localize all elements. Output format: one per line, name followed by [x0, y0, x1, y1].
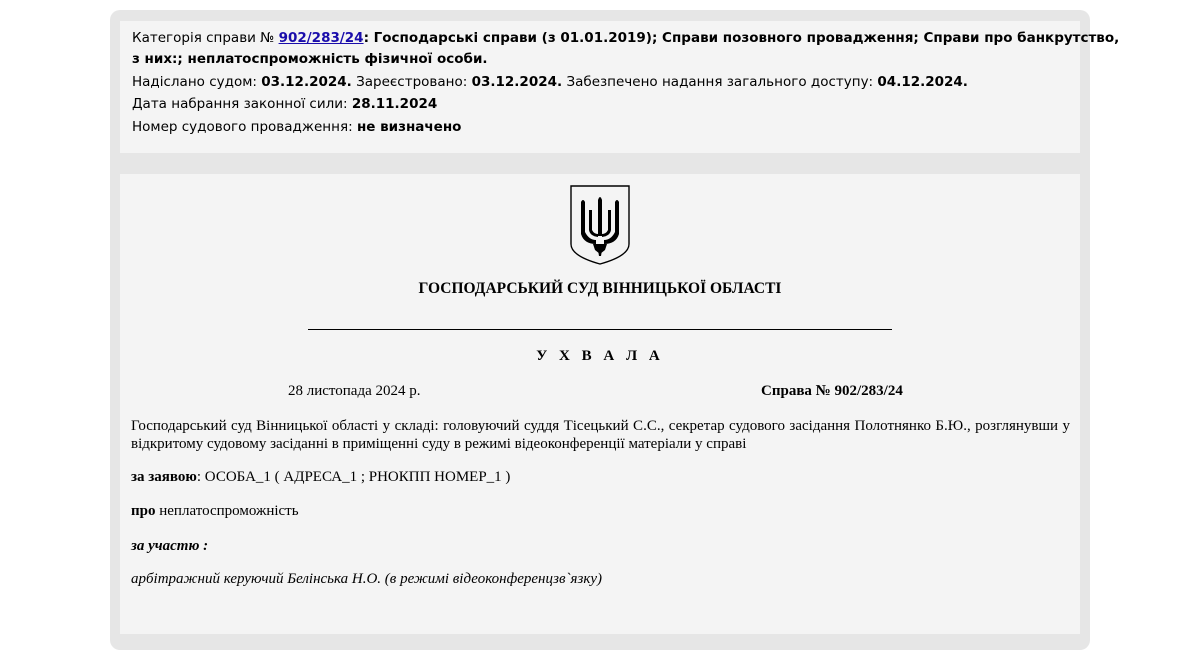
dates-line — [132, 74, 968, 90]
sent-label: Надіслано судом: — [132, 74, 257, 90]
effective-date-line — [132, 96, 437, 112]
sent-value: 03.12.2024. — [261, 74, 352, 90]
effective-label: Дата набрання законної сили: — [132, 96, 348, 112]
case-number-link[interactable]: 902/283/24 — [278, 30, 364, 46]
applicant-line — [131, 469, 510, 486]
access-label: Забезпечено надання загального доступу: — [566, 74, 874, 90]
document-body — [120, 174, 1080, 634]
category-line-2 — [132, 51, 488, 67]
applicant-value: : ОСОБА_1 ( АДРЕСА_1 ; РНОКПП НОМЕР_1 ) — [196, 469, 511, 485]
subject-label: про — [131, 503, 156, 519]
ukraine-coat-of-arms-icon — [569, 184, 631, 266]
category-label: Категорія справи № — [132, 30, 275, 46]
ruling-date: 28 листопада 2024 р. — [288, 383, 421, 399]
registered-label: Зареєстровано: — [356, 74, 468, 90]
case-metadata-panel — [120, 21, 1120, 153]
category-value: : Господарські справи (з 01.01.2019); Справи позовного провадження; Справи про банкрутство, — [363, 30, 1120, 46]
case-number: Справа № 902/283/24 — [761, 383, 903, 399]
applicant-label: за заявою — [131, 469, 197, 485]
proceeding-label: Номер судового провадження: — [132, 119, 353, 135]
court-name: ГОСПОДАРСЬКИЙ СУД ВІННИЦЬКОЇ ОБЛАСТІ — [418, 280, 782, 297]
manager-line: арбітражний керуючий Белінська Н.О. (в режимі відеоконференцзв`язку) — [131, 571, 603, 587]
participation-line — [131, 538, 208, 555]
subject-value: неплатоспроможність — [155, 503, 299, 519]
subject-line — [131, 503, 299, 520]
proceeding-line — [132, 119, 461, 135]
effective-value: 28.11.2024 — [351, 96, 438, 112]
registered-value: 03.12.2024. — [471, 74, 563, 90]
category-line — [132, 30, 1119, 46]
participation-label: за участю : — [131, 538, 209, 554]
divider — [308, 329, 892, 330]
category-value-cont: з них:; неплатоспроможність фізичної особи. — [132, 51, 488, 67]
access-value: 04.12.2024. — [877, 74, 968, 90]
document-type: У Х В А Л А — [536, 348, 664, 364]
intro-paragraph: Господарський суд Вінницької області у складі: головуючий суддя Тісецький С.С., секретар судового засідання Полотнянко Б.Ю., розглянувши у відкритому судовому засіданні в приміщенні суду в режимі відеоконференції матеріали у справі — [131, 418, 1070, 452]
proceeding-value: не визначено — [356, 119, 462, 135]
